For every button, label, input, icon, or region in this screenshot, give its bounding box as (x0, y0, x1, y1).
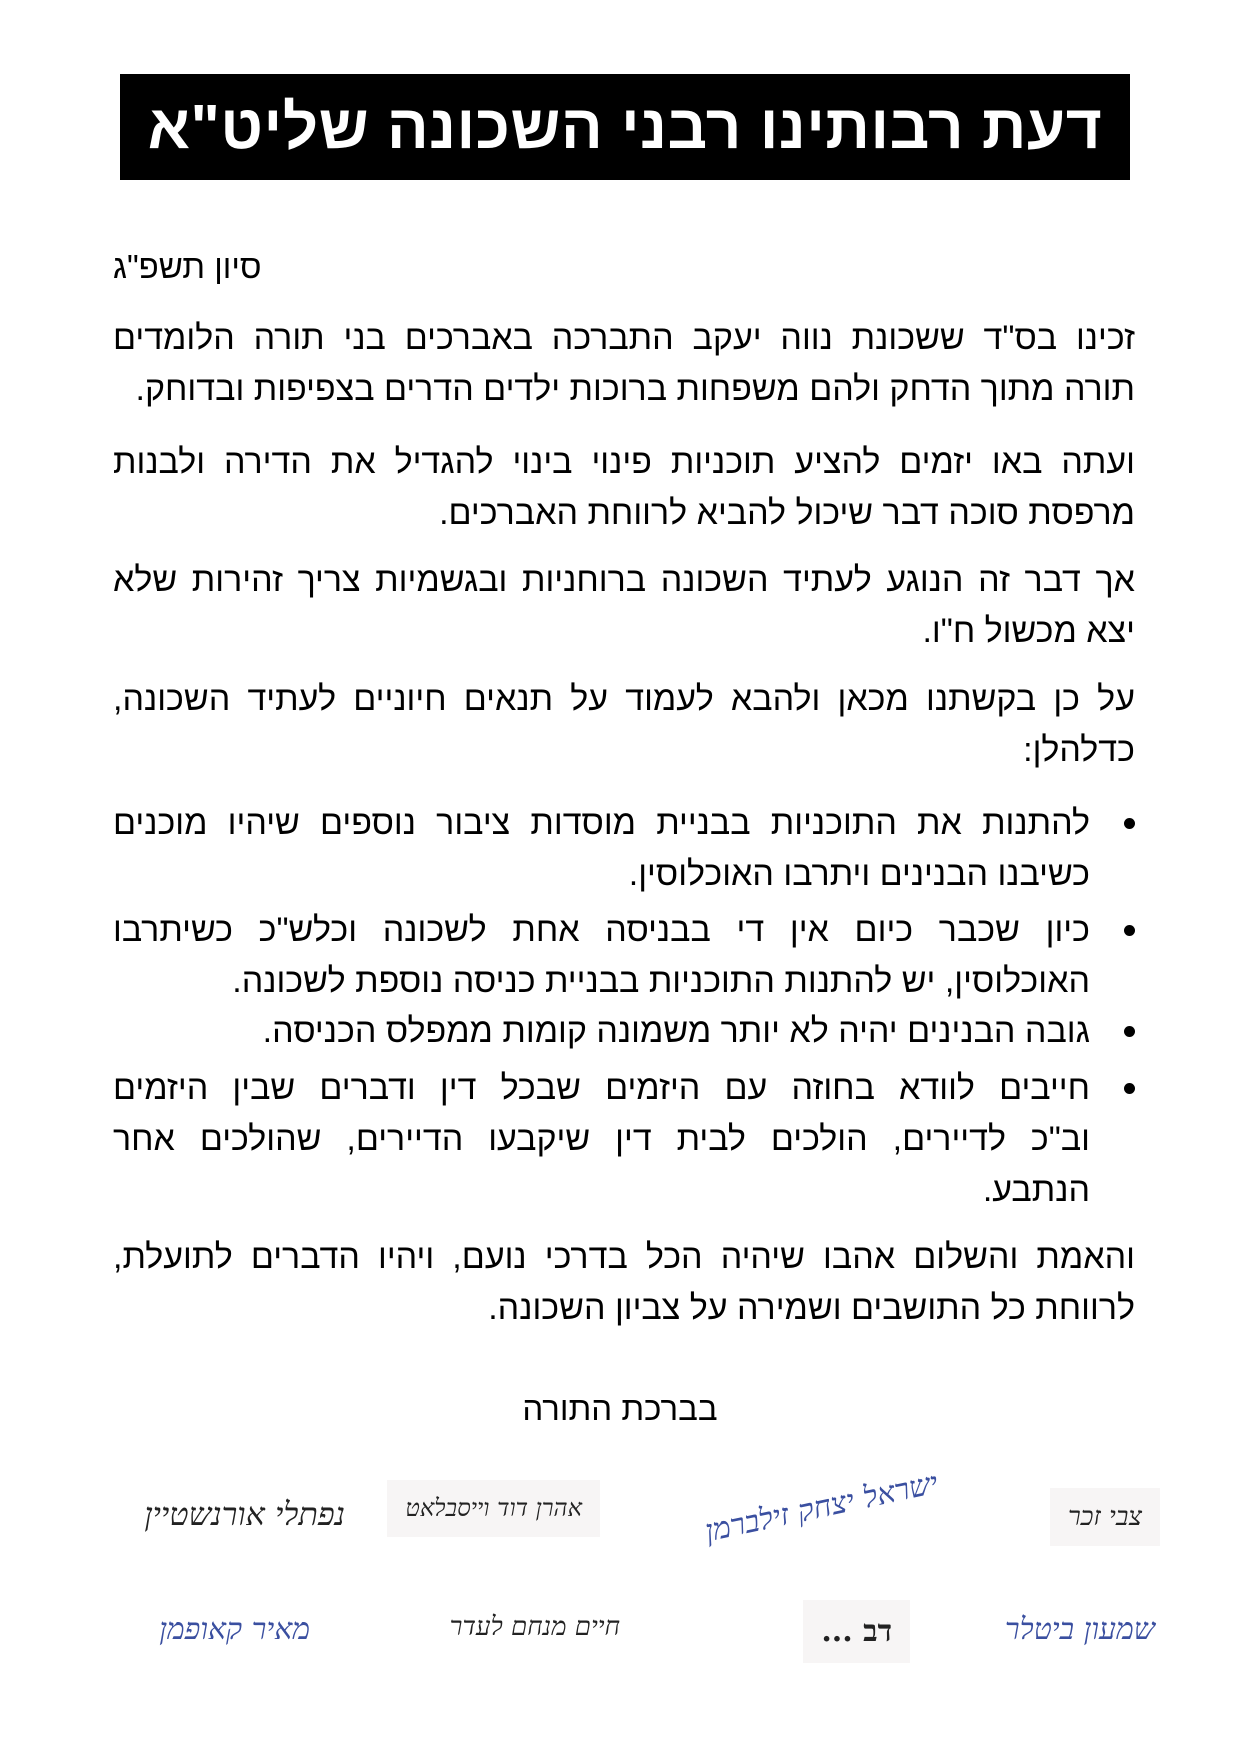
signature: חיים מנחם לעדר (449, 1612, 620, 1642)
page-title-banner (120, 74, 1130, 180)
bullet-dot-icon (1124, 1083, 1135, 1094)
text-line: חייבים לוודא בחוזה עם היזמים שבכל דין ודברים שבין היזמים (113, 1069, 1090, 1107)
paragraph-developers (113, 437, 1135, 539)
signature: נפתלי אורנשטיין (144, 1495, 345, 1533)
signature: ישראל יצחק זילברמן (701, 1465, 942, 1550)
text-line: כיון שכבר כיום אין די בבניסה אחת לשכונה וכלש"כ כשיתרבו (113, 911, 1090, 949)
signature: שמעון ביטלר (1004, 1612, 1155, 1647)
text-line: על כן בקשתנו מכאן ולהבא לעמוד על תנאים חיוניים לעתיד השכונה, (113, 680, 1135, 718)
bullet-dot-icon (1124, 925, 1135, 936)
text-line: יצא מכשול ח"ו. (922, 612, 1135, 650)
blessing-line: בברכת התורה (522, 1390, 718, 1427)
signature: אהרן דוד וייסבלאט (387, 1480, 600, 1537)
paragraph-intro (113, 313, 1135, 415)
text-line: זכינו בס"ד ששכונת נווה יעקב התברכה באברכים בני תורה הלומדים (113, 319, 1135, 357)
text-line: להתנות את התוכניות בבניית מוסדות ציבור נוספים שיהיו מוכנים (113, 804, 1090, 842)
bullet-item (113, 798, 1135, 900)
signature: דב ... (803, 1600, 910, 1663)
text-line: וב"כ לדיירים, הולכים לבית דין שיקבעו הדיירים, שהולכים אחר (113, 1120, 1090, 1158)
text-line: האוכלוסין, יש להתנות התוכניות בבניית כניסה נוספת לשכונה. (232, 962, 1090, 1000)
signature: צבי זכר (1050, 1488, 1160, 1546)
bullet-item (113, 905, 1135, 1007)
text-line: לרווחת כל התושבים ושמירה על צביון השכונה. (488, 1289, 1135, 1327)
text-line: והאמת והשלום אהבו שיהיה הכל בדרכי נועם, ויהיו הדברים לתועלת, (113, 1238, 1135, 1276)
page-title: דעת רבותינו רבני השכונה שליט"א (147, 92, 1103, 162)
text-line: כשיבנו הבנינים ויתרבו האוכלוסין. (628, 855, 1090, 893)
signature: מאיר קאופמן (159, 1612, 310, 1647)
paragraph-closing (113, 1232, 1135, 1334)
text-line: אך דבר זה הנוגע לעתיד השכונה ברוחניות ובגשמיות צריך זהירות שלא (113, 561, 1135, 599)
bullet-item (113, 1063, 1135, 1216)
text-line: הנתבע. (982, 1171, 1090, 1209)
text-line: כדלהלן: (1023, 731, 1135, 769)
bullet-item (113, 1006, 1135, 1057)
text-line: גובה הבנינים יהיה לא יותר משמונה קומות ממפלס הכניסה. (262, 1012, 1090, 1050)
bullet-dot-icon (1124, 818, 1135, 829)
paragraph-caution (113, 555, 1135, 657)
text-line: מרפסת סוכה דבר שיכול להביא לרווחת האברכים. (439, 494, 1135, 532)
bullet-dot-icon (1124, 1026, 1135, 1037)
text-line: ועתה באו יזמים להציע תוכניות פינוי בינוי להגדיל את הדירה ולבנות (113, 443, 1135, 481)
text-line: תורה מתוך הדחק ולהם משפחות ברוכות ילדים הדרים בצפיפות ובדוחק. (135, 370, 1135, 408)
paragraph-request (113, 674, 1135, 776)
document-date: סיון תשפ"ג (113, 248, 262, 285)
